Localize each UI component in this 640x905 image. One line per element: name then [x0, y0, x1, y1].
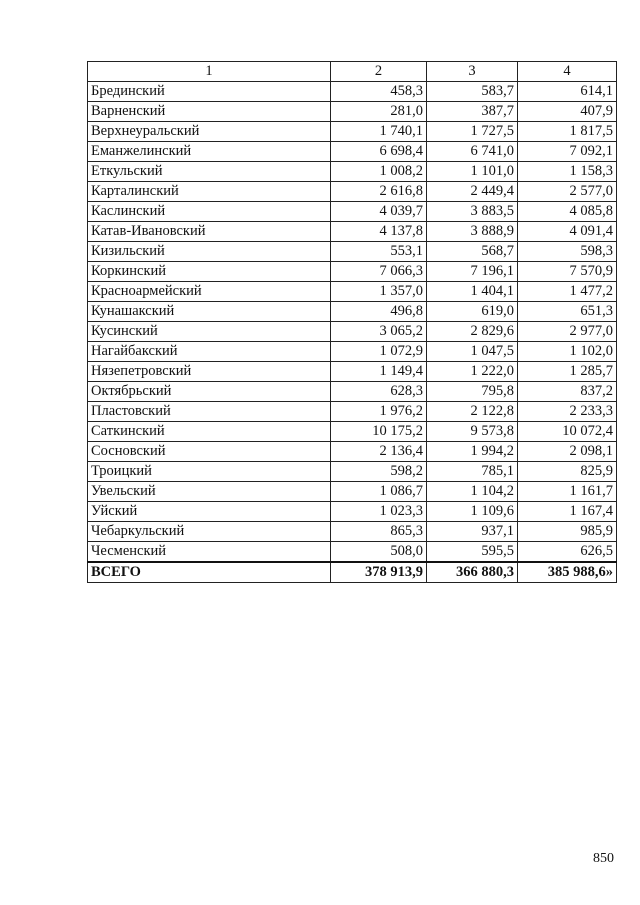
district-name-cell: Нагайбакский	[88, 342, 331, 362]
value-cell-col-3: 1 109,6	[427, 502, 518, 522]
table-row	[88, 202, 617, 222]
value-cell-col-4: 985,9	[518, 522, 617, 542]
total-value-2: 378 913,9	[331, 562, 427, 583]
district-name-cell: Нязепетровский	[88, 362, 331, 382]
value-cell-col-3: 1 104,2	[427, 482, 518, 502]
value-cell-col-3: 1 047,5	[427, 342, 518, 362]
value-cell-col-4: 407,9	[518, 102, 617, 122]
value-cell-col-2: 1 357,0	[331, 282, 427, 302]
district-name-cell: Троицкий	[88, 462, 331, 482]
table-row	[88, 502, 617, 522]
table-row	[88, 482, 617, 502]
district-name-cell: Катав-Ивановский	[88, 222, 331, 242]
value-cell-col-2: 2 616,8	[331, 182, 427, 202]
total-value-3: 366 880,3	[427, 562, 518, 583]
value-cell-col-4: 651,3	[518, 302, 617, 322]
table-row	[88, 322, 617, 342]
value-cell-col-4: 1 477,2	[518, 282, 617, 302]
value-cell-col-3: 619,0	[427, 302, 518, 322]
district-name-cell: Кунашакский	[88, 302, 331, 322]
table-row	[88, 82, 617, 102]
value-cell-col-3: 7 196,1	[427, 262, 518, 282]
value-cell-col-4: 837,2	[518, 382, 617, 402]
value-cell-col-2: 628,3	[331, 382, 427, 402]
table-row	[88, 102, 617, 122]
value-cell-col-4: 1 167,4	[518, 502, 617, 522]
district-name-cell: Октябрьский	[88, 382, 331, 402]
value-cell-col-2: 1 976,2	[331, 402, 427, 422]
value-cell-col-2: 1 023,3	[331, 502, 427, 522]
total-label: ВСЕГО	[88, 562, 331, 583]
district-name-cell: Карталинский	[88, 182, 331, 202]
value-cell-col-4: 7 092,1	[518, 142, 617, 162]
value-cell-col-3: 1 994,2	[427, 442, 518, 462]
district-name-cell: Варненский	[88, 102, 331, 122]
table-row	[88, 282, 617, 302]
district-name-cell: Кизильский	[88, 242, 331, 262]
table-row	[88, 342, 617, 362]
value-cell-col-3: 2 449,4	[427, 182, 518, 202]
district-name-cell: Саткинский	[88, 422, 331, 442]
value-cell-col-3: 1 404,1	[427, 282, 518, 302]
value-cell-col-4: 4 091,4	[518, 222, 617, 242]
value-cell-col-2: 598,2	[331, 462, 427, 482]
value-cell-col-2: 1 086,7	[331, 482, 427, 502]
district-name-cell: Еткульский	[88, 162, 331, 182]
value-cell-col-4: 598,3	[518, 242, 617, 262]
column-header-4: 4	[518, 62, 617, 82]
table-row	[88, 442, 617, 462]
value-cell-col-3: 785,1	[427, 462, 518, 482]
value-cell-col-2: 281,0	[331, 102, 427, 122]
district-name-cell: Каслинский	[88, 202, 331, 222]
value-cell-col-3: 6 741,0	[427, 142, 518, 162]
value-cell-col-3: 387,7	[427, 102, 518, 122]
table-row	[88, 222, 617, 242]
value-cell-col-4: 1 102,0	[518, 342, 617, 362]
district-name-cell: Брединский	[88, 82, 331, 102]
value-cell-col-4: 2 098,1	[518, 442, 617, 462]
value-cell-col-2: 6 698,4	[331, 142, 427, 162]
value-cell-col-4: 1 285,7	[518, 362, 617, 382]
value-cell-col-3: 583,7	[427, 82, 518, 102]
table-row	[88, 242, 617, 262]
table-row	[88, 382, 617, 402]
district-name-cell: Сосновский	[88, 442, 331, 462]
value-cell-col-3: 1 727,5	[427, 122, 518, 142]
value-cell-col-2: 865,3	[331, 522, 427, 542]
district-name-cell: Еманжелинский	[88, 142, 331, 162]
value-cell-col-3: 795,8	[427, 382, 518, 402]
value-cell-col-3: 9 573,8	[427, 422, 518, 442]
value-cell-col-2: 458,3	[331, 82, 427, 102]
value-cell-col-4: 7 570,9	[518, 262, 617, 282]
value-cell-col-2: 508,0	[331, 542, 427, 563]
value-cell-col-3: 2 829,6	[427, 322, 518, 342]
table-row	[88, 182, 617, 202]
district-name-cell: Чебаркульский	[88, 522, 331, 542]
value-cell-col-4: 2 977,0	[518, 322, 617, 342]
value-cell-col-2: 7 066,3	[331, 262, 427, 282]
district-name-cell: Верхнеуральский	[88, 122, 331, 142]
column-header-1: 1	[88, 62, 331, 82]
budget-table	[87, 61, 617, 583]
header-row	[88, 62, 617, 82]
value-cell-col-3: 1 222,0	[427, 362, 518, 382]
table-body	[88, 82, 617, 583]
value-cell-col-3: 2 122,8	[427, 402, 518, 422]
value-cell-col-2: 496,8	[331, 302, 427, 322]
district-name-cell: Пластовский	[88, 402, 331, 422]
value-cell-col-2: 1 740,1	[331, 122, 427, 142]
page-number: 850	[593, 851, 614, 866]
value-cell-col-3: 568,7	[427, 242, 518, 262]
column-header-2: 2	[331, 62, 427, 82]
value-cell-col-2: 2 136,4	[331, 442, 427, 462]
table-row	[88, 422, 617, 442]
value-cell-col-2: 1 008,2	[331, 162, 427, 182]
value-cell-col-3: 1 101,0	[427, 162, 518, 182]
value-cell-col-4: 1 158,3	[518, 162, 617, 182]
district-name-cell: Кусинский	[88, 322, 331, 342]
value-cell-col-2: 1 149,4	[331, 362, 427, 382]
value-cell-col-3: 3 883,5	[427, 202, 518, 222]
value-cell-col-4: 10 072,4	[518, 422, 617, 442]
table-row	[88, 362, 617, 382]
value-cell-col-2: 4 039,7	[331, 202, 427, 222]
table-row	[88, 402, 617, 422]
value-cell-col-4: 2 577,0	[518, 182, 617, 202]
value-cell-col-3: 3 888,9	[427, 222, 518, 242]
value-cell-col-2: 10 175,2	[331, 422, 427, 442]
value-cell-col-4: 626,5	[518, 542, 617, 563]
table-row	[88, 142, 617, 162]
total-value-4: 385 988,6»	[518, 562, 617, 583]
table-row	[88, 302, 617, 322]
total-row	[88, 562, 617, 583]
value-cell-col-4: 2 233,3	[518, 402, 617, 422]
value-cell-col-4: 825,9	[518, 462, 617, 482]
table-row	[88, 522, 617, 542]
district-name-cell: Красноармейский	[88, 282, 331, 302]
table-row	[88, 462, 617, 482]
district-name-cell: Уйский	[88, 502, 331, 522]
value-cell-col-2: 553,1	[331, 242, 427, 262]
value-cell-col-3: 595,5	[427, 542, 518, 563]
table-row	[88, 262, 617, 282]
value-cell-col-2: 4 137,8	[331, 222, 427, 242]
table-row	[88, 122, 617, 142]
value-cell-col-4: 1 161,7	[518, 482, 617, 502]
value-cell-col-2: 1 072,9	[331, 342, 427, 362]
value-cell-col-4: 614,1	[518, 82, 617, 102]
column-header-3: 3	[427, 62, 518, 82]
value-cell-col-3: 937,1	[427, 522, 518, 542]
district-name-cell: Чесменский	[88, 542, 331, 563]
district-name-cell: Коркинский	[88, 262, 331, 282]
table-row	[88, 542, 617, 563]
district-name-cell: Увельский	[88, 482, 331, 502]
table-row	[88, 162, 617, 182]
value-cell-col-4: 1 817,5	[518, 122, 617, 142]
value-cell-col-4: 4 085,8	[518, 202, 617, 222]
value-cell-col-2: 3 065,2	[331, 322, 427, 342]
